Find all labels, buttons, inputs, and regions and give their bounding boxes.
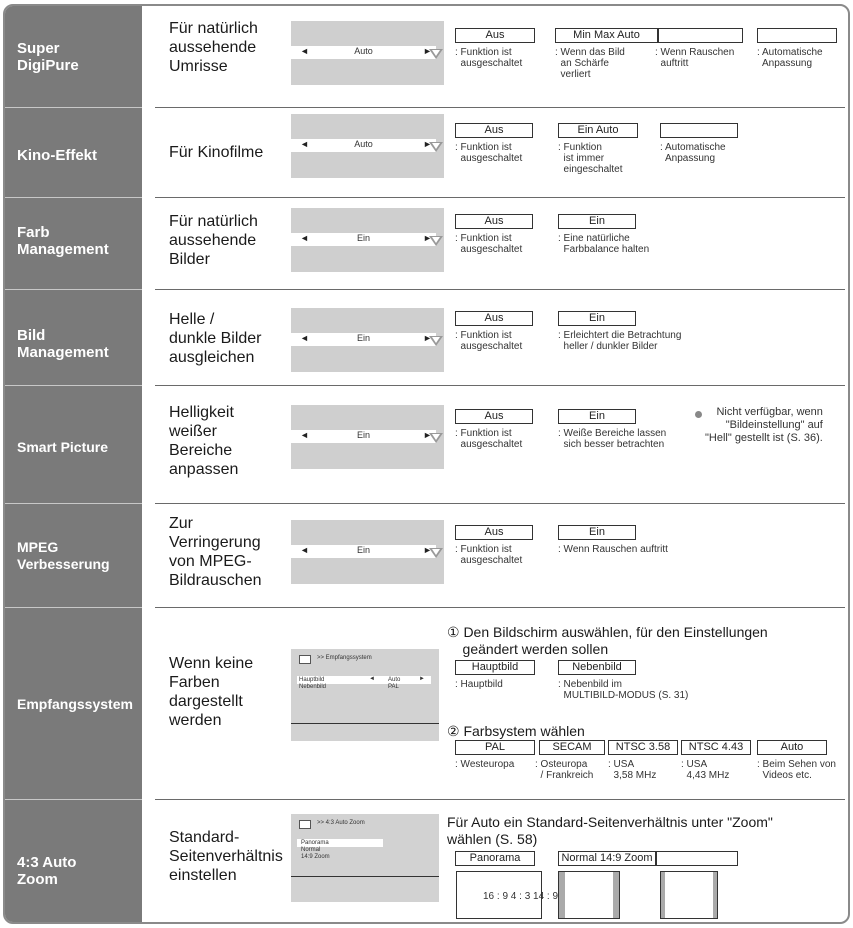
- pointer-icon: [429, 49, 443, 59]
- option-secam: SECAM: [539, 740, 605, 755]
- osd-row-name: Hauptbild: [299, 677, 325, 683]
- pointer-icon: [429, 142, 443, 152]
- option-aus: Aus: [455, 28, 535, 43]
- option-note: : Wenn Rauschen auftritt: [558, 544, 668, 555]
- pointer-icon: [429, 236, 443, 246]
- zoom-instruction: Für Auto ein Standard-Seitenverhältnis unter "Zoom" wählen (S. 58): [447, 814, 773, 847]
- left-arrow-icon: ◄: [300, 233, 309, 243]
- option-min-max-auto: Min Max Auto: [555, 28, 658, 43]
- left-arrow-icon: ◄: [369, 676, 375, 682]
- osd-screen: [291, 21, 444, 85]
- option-blank: [656, 851, 738, 866]
- osd-title: >> Empfangssystem: [317, 655, 372, 661]
- option-aus: Aus: [455, 525, 533, 540]
- option-ein: Ein: [558, 311, 636, 326]
- row-separator: [5, 289, 848, 290]
- osd-value: Auto: [354, 139, 373, 149]
- osd-menu-screen: [291, 649, 439, 741]
- row-label: Kino-Effekt: [17, 147, 97, 164]
- option-ntsc-443: NTSC 4.43: [681, 740, 751, 755]
- osd-zoom-item: Panorama: [301, 840, 329, 846]
- option-note: : Erleichtert die Betrachtung heller / dunkler Bilder: [558, 330, 682, 352]
- row-description: Für Kinofilme: [169, 144, 264, 161]
- aspect-ratio-text: 16 : 9 4 : 3 14 : 9: [483, 891, 559, 902]
- step-2-instruction: ② Farbsystem wählen: [447, 723, 585, 739]
- osd-value: Ein: [356, 430, 370, 440]
- row-separator: [5, 107, 848, 108]
- right-arrow-icon: ►: [423, 46, 432, 56]
- option-note: : Beim Sehen von Videos etc.: [757, 759, 836, 781]
- row-description: Helle / dunkle Bilder ausgleichen: [169, 311, 262, 366]
- option-panorama: Panorama: [455, 851, 535, 866]
- option-note: : Funktion ist ausgeschaltet: [455, 544, 523, 566]
- option-aus: Aus: [455, 311, 533, 326]
- osd-row-value: PAL: [388, 684, 399, 690]
- option-blank: [658, 28, 743, 43]
- option-hauptbild: Hauptbild: [455, 660, 535, 675]
- option-pal: PAL: [455, 740, 535, 755]
- option-note: : Wenn Rauschen auftritt: [655, 47, 735, 69]
- option-ein: Ein: [558, 214, 636, 229]
- osd-row-name: Nebenbild: [299, 684, 327, 690]
- row-separator: [5, 799, 848, 800]
- left-arrow-icon: ◄: [300, 333, 309, 343]
- osd-screen: [291, 114, 444, 178]
- settings-table: [3, 4, 850, 924]
- row-label: Bild Management: [17, 327, 109, 361]
- row-description: Für natürlich aussehende Umrisse: [169, 20, 258, 75]
- left-arrow-icon: ◄: [300, 430, 309, 440]
- osd-title: >> 4:3 Auto Zoom: [317, 820, 365, 826]
- row-description: Wenn keine Farben dargestellt werden: [169, 655, 254, 729]
- right-arrow-icon: ►: [423, 139, 432, 149]
- option-blank: [757, 28, 837, 43]
- right-arrow-icon: ►: [423, 333, 432, 343]
- option-ein-auto: Ein Auto: [558, 123, 638, 138]
- aspect-frame-14-9: [660, 871, 718, 919]
- option-note: : Funktion ist ausgeschaltet: [455, 142, 523, 164]
- row-separator: [5, 607, 848, 608]
- sidebar: [5, 6, 142, 922]
- row-label: MPEG Verbesserung: [17, 539, 110, 572]
- left-arrow-icon: ◄: [300, 139, 309, 149]
- bullet-icon: [695, 411, 702, 418]
- osd-menu-screen: [291, 814, 439, 902]
- option-note: : Wenn das Bild an Schärfe verliert: [555, 47, 625, 80]
- row-label: 4:3 Auto Zoom: [17, 854, 77, 888]
- option-ntsc-358: NTSC 3.58: [608, 740, 678, 755]
- row-label: Farb Management: [17, 224, 109, 258]
- osd-screen: [291, 405, 444, 469]
- pointer-icon: [429, 336, 443, 346]
- option-note: : Weiße Bereiche lassen sich besser betrachten: [558, 428, 667, 450]
- row-separator: [5, 197, 848, 198]
- osd-value: Auto: [354, 46, 373, 56]
- option-aus: Aus: [455, 409, 533, 424]
- option-aus: Aus: [455, 123, 533, 138]
- option-note: : Westeuropa: [455, 759, 515, 770]
- option-note: : Funktion ist ausgeschaltet: [455, 233, 523, 255]
- option-note: : USA 3,58 MHz: [608, 759, 657, 781]
- osd-zoom-item: Normal: [301, 847, 321, 853]
- osd-screen: [291, 308, 444, 372]
- option-note: : USA 4,43 MHz: [681, 759, 730, 781]
- aspect-frame-4-3: [558, 871, 620, 919]
- option-ein: Ein: [558, 409, 636, 424]
- osd-value: Ein: [356, 333, 370, 343]
- left-arrow-icon: ◄: [300, 46, 309, 56]
- right-arrow-icon: ►: [423, 545, 432, 555]
- osd-screen: [291, 208, 444, 272]
- osd-value: Ein: [356, 545, 370, 555]
- availability-note: Nicht verfügbar, wenn "Bildeinstellung" auf "Hell" gestellt ist (S. 36).: [705, 406, 823, 444]
- row-description: Standard- Seitenverhältnis einstellen: [169, 829, 283, 884]
- option-nebenbild: Nebenbild: [558, 660, 636, 675]
- osd-zoom-item: 14:9 Zoom: [301, 854, 330, 860]
- osd-screen: [291, 520, 444, 584]
- tv-icon: [299, 820, 311, 829]
- left-arrow-icon: ◄: [300, 545, 309, 555]
- option-note: : Automatische Anpassung: [660, 142, 726, 164]
- option-blank: [660, 123, 738, 138]
- option-note: : Osteuropa / Frankreich: [535, 759, 594, 781]
- option-note: : Eine natürliche Farbbalance halten: [558, 233, 650, 255]
- row-description: Für natürlich aussehende Bilder: [169, 213, 258, 268]
- option-note: : Nebenbild im MULTIBILD-MODUS (S. 31): [558, 679, 689, 701]
- option-ein: Ein: [558, 525, 636, 540]
- option-note: : Funktion ist ausgeschaltet: [455, 47, 523, 69]
- pointer-icon: [429, 433, 443, 443]
- row-label: Empfangssystem: [17, 696, 133, 712]
- row-label: Smart Picture: [17, 439, 109, 455]
- row-separator: [5, 385, 848, 386]
- option-note: : Funktion ist ausgeschaltet: [455, 428, 523, 450]
- pointer-icon: [429, 548, 443, 558]
- row-description: Helligkeit weißer Bereiche anpassen: [169, 404, 239, 478]
- right-arrow-icon: ►: [423, 233, 432, 243]
- right-arrow-icon: ►: [423, 430, 432, 440]
- option-note: : Hauptbild: [455, 679, 503, 690]
- step-1-instruction: ① Den Bildschirm auswählen, für den Einstellungen geändert werden sollen: [447, 624, 768, 657]
- tv-icon: [299, 655, 311, 664]
- option-aus: Aus: [455, 214, 533, 229]
- option-note: : Automatische Anpassung: [757, 47, 823, 69]
- row-separator: [5, 503, 848, 504]
- row-description: Zur Verringerung von MPEG- Bildrauschen: [169, 515, 262, 589]
- right-arrow-icon: ►: [419, 676, 425, 682]
- osd-row-value: Auto: [388, 677, 401, 683]
- osd-value: Ein: [356, 233, 370, 243]
- option-note: : Funktion ist immer eingeschaltet: [558, 142, 623, 175]
- option-auto: Auto: [757, 740, 827, 755]
- row-label: Super DigiPure: [17, 40, 79, 74]
- option-normal-149-zoom: Normal 14:9 Zoom: [558, 851, 656, 866]
- option-note: : Funktion ist ausgeschaltet: [455, 330, 523, 352]
